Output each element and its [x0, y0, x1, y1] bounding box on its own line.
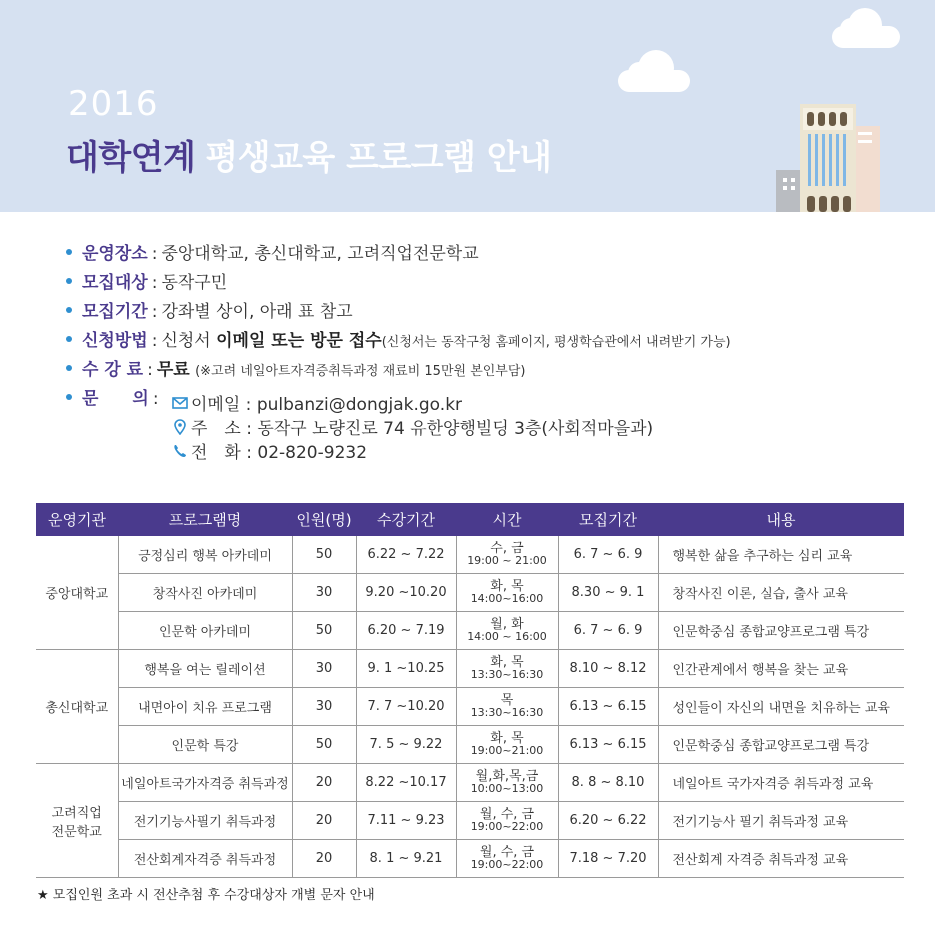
org-name-line2: 전문학교 — [51, 824, 102, 840]
org-name: 고려직업 — [51, 805, 102, 821]
table-header: 수강기간 — [356, 503, 456, 536]
table-header: 운영기관 — [36, 503, 118, 536]
footnote: ★ 모집인원 초과 시 전산추첨 후 수강대상자 개별 문자 안내 — [37, 888, 375, 903]
bullet-icon — [66, 336, 72, 342]
headcount: 20 — [292, 764, 356, 802]
program-name: 인문학 아카데미 — [118, 612, 292, 650]
table-header: 모집기간 — [558, 503, 658, 536]
headcount: 30 — [292, 574, 356, 612]
program-description: 전기기능사 필기 취득과정 교육 — [658, 802, 904, 840]
org-cell — [36, 536, 118, 650]
table-header-row — [36, 503, 904, 536]
headcount: 20 — [292, 840, 356, 878]
time-cell — [456, 574, 558, 612]
program-name: 창작사진 아카데미 — [118, 574, 292, 612]
table-row — [36, 764, 904, 802]
class-days: 월, 화 — [490, 617, 524, 632]
recruit-period: 6.20 ~ 6.22 — [558, 802, 658, 840]
course-period: 7.11 ~ 9.23 — [356, 802, 456, 840]
contact-label: 문 의 — [82, 389, 149, 409]
course-period: 9.20 ~10.20 — [356, 574, 456, 612]
class-days: 화, 목 — [490, 731, 524, 746]
contact-phone: 전 화 : 02-820-9232 — [172, 438, 367, 463]
program-description: 인문학중심 종합교양프로그램 특강 — [658, 612, 904, 650]
building-illustration-icon — [772, 100, 884, 212]
table-row — [36, 802, 904, 840]
program-description: 인간관계에서 행복을 찾는 교육 — [658, 650, 904, 688]
title-rest: 평생교육 프로그램 안내 — [205, 138, 552, 178]
email-value: pulbanzi@dongjak.go.kr — [256, 395, 463, 415]
time-cell — [456, 536, 558, 574]
info-venue: 운영장소 : 중앙대학교, 총신대학교, 고려직업전문학교 — [66, 240, 731, 269]
recruit-period: 7.18 ~ 7.20 — [558, 840, 658, 878]
bullet-icon — [66, 249, 72, 255]
org-cell — [36, 650, 118, 764]
class-days: 목 — [500, 693, 514, 708]
program-table — [36, 503, 904, 878]
table-row — [36, 688, 904, 726]
info-contact: 문 의 : — [66, 385, 731, 414]
page-title — [66, 130, 552, 179]
period-label: 모집기간 — [82, 302, 148, 322]
program-name: 전산회계자격증 취득과정 — [118, 840, 292, 878]
headcount: 30 — [292, 688, 356, 726]
recruit-period: 6. 7 ~ 6. 9 — [558, 612, 658, 650]
target-value: 동작구민 — [161, 273, 228, 293]
course-period: 8.22 ~10.17 — [356, 764, 456, 802]
email-label: 이메일 — [191, 395, 241, 415]
info-apply: 신청방법 : 신청서 이메일 또는 방문 접수(신청서는 동작구청 홈페이지, 평생학습관에서 내려받기 가능) — [66, 327, 731, 356]
apply-label: 신청방법 — [82, 331, 148, 351]
envelope-icon — [172, 395, 188, 411]
class-days: 화, 목 — [490, 655, 524, 670]
info-target: 모집대상 : 동작구민 — [66, 269, 731, 298]
venue-value: 중앙대학교, 총신대학교, 고려직업전문학교 — [161, 244, 479, 264]
headcount: 50 — [292, 612, 356, 650]
cloud-icon — [832, 26, 900, 48]
class-days: 수, 금 — [490, 541, 524, 556]
program-name: 인문학 특강 — [118, 726, 292, 764]
time-cell — [456, 764, 558, 802]
headcount: 20 — [292, 802, 356, 840]
info-list — [66, 240, 731, 463]
time-cell — [456, 726, 558, 764]
table-row — [36, 650, 904, 688]
recruit-period: 6.13 ~ 6.15 — [558, 726, 658, 764]
org-name: 중앙대학교 — [45, 587, 109, 602]
period-value: 강좌별 상이, 아래 표 참고 — [161, 302, 353, 322]
course-period: 6.20 ~ 7.19 — [356, 612, 456, 650]
class-hours: 19:00~22:00 — [470, 858, 544, 871]
header-banner — [0, 0, 935, 212]
table-header: 인원(명) — [292, 503, 356, 536]
table-header: 프로그램명 — [118, 503, 292, 536]
title-highlight: 대학연계 — [66, 138, 196, 178]
time-cell — [456, 650, 558, 688]
apply-pre: 신청서 — [161, 331, 211, 351]
org-name: 총신대학교 — [45, 701, 109, 716]
class-hours: 10:00~13:00 — [470, 782, 544, 795]
course-period: 7. 7 ~10.20 — [356, 688, 456, 726]
table-row — [36, 574, 904, 612]
time-cell — [456, 688, 558, 726]
program-description: 창작사진 이론, 실습, 출사 교육 — [658, 574, 904, 612]
phone-icon — [172, 443, 188, 459]
class-hours: 13:30~16:30 — [470, 706, 544, 719]
course-period: 7. 5 ~ 9.22 — [356, 726, 456, 764]
address-value: 동작구 노량진로 74 유한양행빌딩 3층(사회적마을과) — [257, 419, 654, 439]
class-days: 월, 수, 금 — [479, 807, 535, 822]
fee-label: 수 강 료 — [82, 360, 144, 380]
fee-bold: 무료 — [156, 360, 190, 380]
target-label: 모집대상 — [82, 273, 148, 293]
program-name: 네일아트국가자격증 취득과정 — [118, 764, 292, 802]
course-period: 9. 1 ~10.25 — [356, 650, 456, 688]
info-period: 모집기간 : 강좌별 상이, 아래 표 참고 — [66, 298, 731, 327]
table-header: 내용 — [658, 503, 904, 536]
info-fee: 수 강 료 : 무료 (※고려 네일아트자격증취득과정 재료비 15만원 본인부담) — [66, 356, 731, 385]
class-hours: 14:00~16:00 — [470, 592, 544, 605]
table-row — [36, 726, 904, 764]
recruit-period: 6. 7 ~ 6. 9 — [558, 536, 658, 574]
venue-label: 운영장소 — [82, 244, 148, 264]
program-description: 전산회계 자격증 취득과정 교육 — [658, 840, 904, 878]
recruit-period: 6.13 ~ 6.15 — [558, 688, 658, 726]
recruit-period: 8.10 ~ 8.12 — [558, 650, 658, 688]
location-pin-icon — [172, 419, 188, 435]
org-cell — [36, 764, 118, 878]
class-hours: 19:00~21:00 — [470, 744, 544, 757]
address-label: 주 소 — [191, 419, 241, 439]
bullet-icon — [66, 278, 72, 284]
headcount: 50 — [292, 726, 356, 764]
class-hours: 19:00~22:00 — [470, 820, 544, 833]
class-days: 월, 수, 금 — [479, 845, 535, 860]
phone-label: 전 화 — [191, 443, 241, 463]
program-name: 긍정심리 행복 아카데미 — [118, 536, 292, 574]
course-period: 8. 1 ~ 9.21 — [356, 840, 456, 878]
program-name: 행복을 여는 릴레이션 — [118, 650, 292, 688]
class-days: 월,화,목,금 — [475, 769, 539, 784]
time-cell — [456, 612, 558, 650]
headcount: 50 — [292, 536, 356, 574]
phone-value: 02-820-9232 — [257, 443, 368, 463]
recruit-period: 8. 8 ~ 8.10 — [558, 764, 658, 802]
class-hours: 13:30~16:30 — [470, 668, 544, 681]
class-hours: 19:00 ~ 21:00 — [467, 554, 547, 567]
bullet-icon — [66, 394, 72, 400]
program-name: 전기기능사필기 취득과정 — [118, 802, 292, 840]
bullet-icon — [66, 307, 72, 313]
program-description: 인문학중심 종합교양프로그램 특강 — [658, 726, 904, 764]
time-cell — [456, 802, 558, 840]
program-name: 내면아이 치유 프로그램 — [118, 688, 292, 726]
apply-note: (신청서는 동작구청 홈페이지, 평생학습관에서 내려받기 가능) — [381, 335, 731, 350]
fee-note: (※고려 네일아트자격증취득과정 재료비 15만원 본인부담) — [195, 364, 526, 379]
table-row — [36, 536, 904, 574]
course-period: 6.22 ~ 7.22 — [356, 536, 456, 574]
apply-bold: 이메일 또는 방문 접수 — [216, 331, 382, 351]
headcount: 30 — [292, 650, 356, 688]
table-header: 시간 — [456, 503, 558, 536]
contact-email: 이메일 : pulbanzi@dongjak.go.kr — [172, 390, 462, 415]
bullet-icon — [66, 365, 72, 371]
program-description: 행복한 삶을 추구하는 심리 교육 — [658, 536, 904, 574]
program-description: 성인들이 자신의 내면을 치유하는 교육 — [658, 688, 904, 726]
recruit-period: 8.30 ~ 9. 1 — [558, 574, 658, 612]
contact-address: 주 소 : 동작구 노량진로 74 유한양행빌딩 3층(사회적마을과) — [172, 414, 653, 439]
cloud-icon — [618, 70, 690, 92]
time-cell — [456, 840, 558, 878]
class-hours: 14:00 ~ 16:00 — [467, 630, 547, 643]
class-days: 화, 목 — [490, 579, 524, 594]
header-year: 2016 — [68, 84, 159, 124]
table-row — [36, 612, 904, 650]
program-description: 네일아트 국가자격증 취득과정 교육 — [658, 764, 904, 802]
table-row — [36, 840, 904, 878]
